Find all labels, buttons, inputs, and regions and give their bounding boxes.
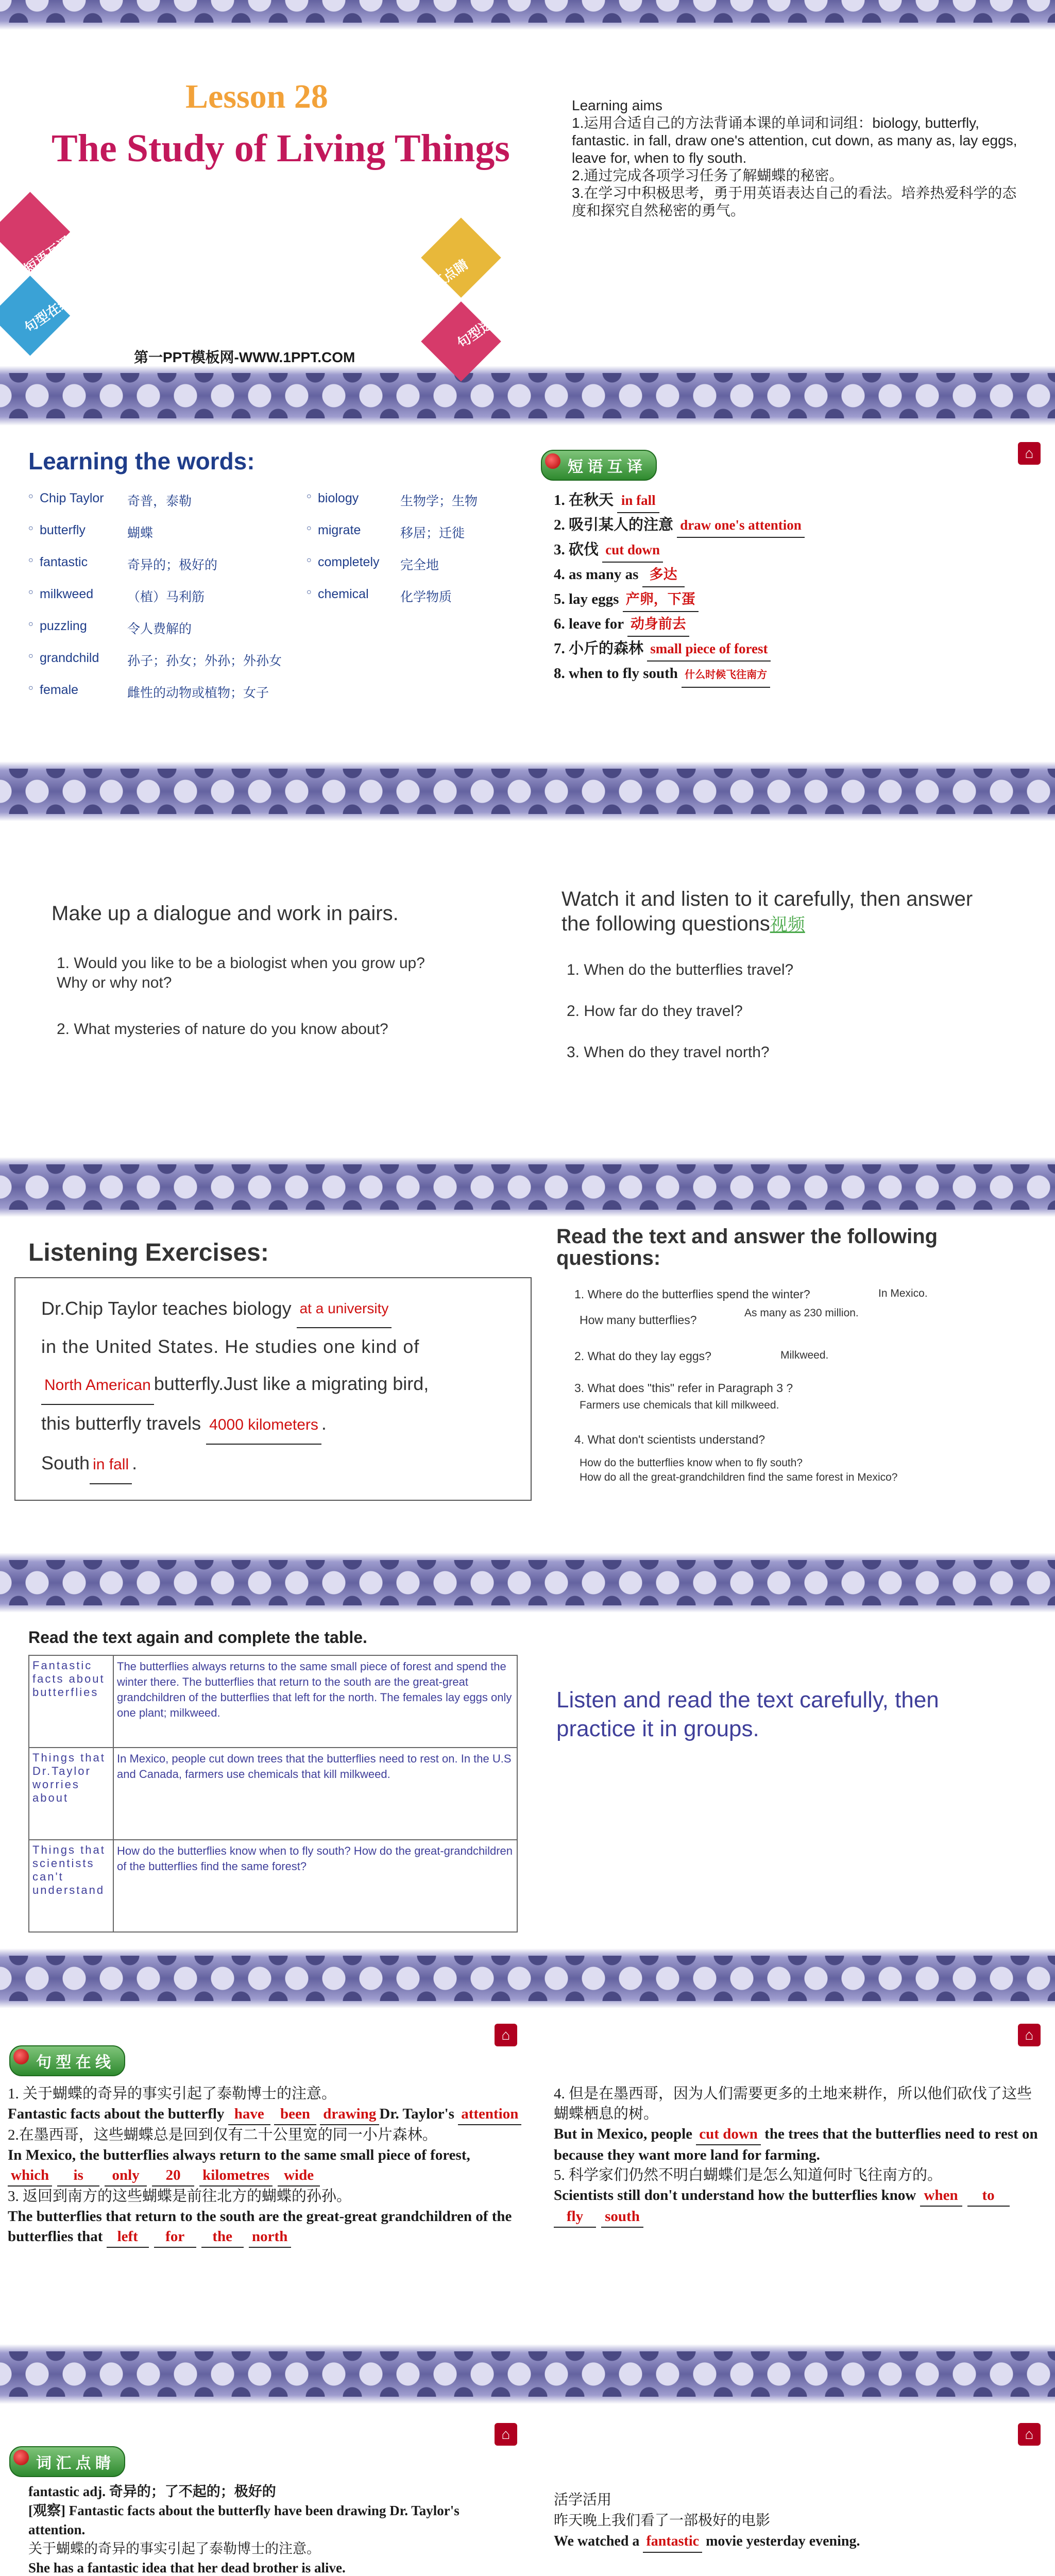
p4-en-b: the trees that the butterflies need to rest on because they want more land for farming. [554, 2126, 1038, 2163]
home-icon[interactable]: ⌂ [1018, 2423, 1041, 2446]
phrase-q: 吸引某人的注意 [569, 517, 674, 533]
phrase-num: 1. [554, 492, 565, 509]
badge-group-right [377, 217, 544, 385]
sentence-right [554, 2084, 1038, 2228]
home-icon[interactable]: ⌂ [1018, 2024, 1041, 2046]
aim-2: 2.通过完成各项学习任务了解蝴蝶的秘密。 [572, 167, 844, 183]
vocab-right [554, 2490, 1017, 2553]
lace-border-top [0, 1187, 1055, 1217]
fill-blank[interactable]: to [967, 2185, 1010, 2207]
phrase-q: 小斤的森林 [569, 640, 644, 657]
p4-en: But in Mexico, people [554, 2126, 693, 2142]
vocab-l1: fantastic adj. 奇异的；了不起的；极好的 [28, 2484, 276, 2499]
phrase-answer[interactable]: 产卵，下蛋 [623, 587, 699, 612]
phrase-num: 2. [554, 517, 565, 533]
listen-line5-end: . [132, 1452, 138, 1473]
vocab-r1: 活学活用 [554, 2492, 612, 2508]
learning-aims [572, 97, 1025, 219]
blank-cut-down[interactable]: cut down [696, 2124, 761, 2145]
blank-in-fall[interactable]: in fall [90, 1446, 132, 1484]
phrase-answer[interactable]: cut down [602, 538, 663, 563]
phrase-q: 砍伐 [569, 541, 599, 558]
phrase-num: 4. [554, 566, 565, 583]
phrase-num: 3. [554, 541, 565, 558]
word-row [28, 555, 543, 587]
vocab-left [28, 2482, 507, 2576]
slide-2 [0, 396, 1055, 791]
read-answer-heading: Read the text and answer the following questions: [556, 1225, 938, 1269]
dialogue-q1: 1. Would you like to be a biologist when you grow up? Why or why not? [57, 955, 425, 991]
phrase-answer[interactable]: in fall [617, 488, 659, 513]
word-en: Chip Taylor [40, 491, 104, 505]
slide-4 [0, 1187, 1055, 1583]
lesson-number: Lesson 28 [185, 78, 328, 115]
qa-q2: 2. What do they lay eggs? [574, 1349, 711, 1363]
bullet-icon: ○ [307, 524, 312, 533]
badge-group-left [0, 192, 114, 359]
table-row-text[interactable]: How do the butterflies know when to fly south? How do the great-grandchildren of the butterflies find the same forest? [113, 1840, 517, 1932]
fill-blank[interactable]: wide [278, 2165, 320, 2187]
phrase-list [554, 488, 805, 688]
slide-5 [0, 1583, 1055, 1978]
lace-border-bottom [0, 1948, 1055, 1978]
word-en: fantastic [40, 555, 88, 569]
blank-university[interactable]: at a university [297, 1290, 392, 1328]
fill-blank[interactable]: fly [554, 2207, 596, 2228]
bullet-icon: ○ [307, 492, 312, 501]
home-icon-left[interactable]: ⌂ [495, 2024, 517, 2046]
table-row-text[interactable]: The butterflies always returns to the same small piece of forest and spend the winter there. The butterflies that return to the south are the great-great grandchildren of the butterflies that left for the north. The females lay eggs only one plant; milkweed. [113, 1655, 517, 1748]
phrase-q: 在秋天 [569, 492, 614, 509]
bullet-icon: ○ [28, 492, 33, 501]
slide-6 [0, 1978, 1055, 2374]
video-link[interactable]: 视频 [770, 915, 805, 935]
listening-heading: Listening Exercises: [28, 1239, 269, 1266]
watch-q2: 2. How far do they travel? [567, 1003, 743, 1020]
bullet-icon: ○ [307, 588, 312, 597]
lace-border-bottom [0, 1553, 1055, 1583]
phrase-row [554, 587, 805, 612]
listen-line2: in the United States. He studies one kind of [41, 1336, 420, 1357]
fill-blank[interactable]: is [57, 2165, 99, 2187]
vocab-l2: [观察] Fantastic facts about the butterfly have been drawing Dr. Taylor's attention. [28, 2503, 460, 2537]
phrase-pill: 短 语 互 译 [541, 450, 657, 481]
dialogue-q2: 2. What mysteries of nature do you know about? [57, 1021, 388, 1038]
table-row-label: Fantastic facts about butterflies [29, 1655, 113, 1748]
table-row [29, 1655, 517, 1748]
table-row [29, 1840, 517, 1932]
word-en: grandchild [40, 651, 99, 665]
watch-q3: 3. When do they travel north? [567, 1044, 770, 1061]
blank-have[interactable]: have [228, 2104, 270, 2125]
word-en: biology [318, 491, 359, 505]
home-icon-left[interactable]: ⌂ [495, 2423, 517, 2446]
badge-pattern[interactable]: 句型透视 [454, 308, 507, 351]
fill-blank[interactable]: kilometres [199, 2165, 273, 2187]
table-row-text[interactable]: In Mexico, people cut down trees that the butterflies need to rest on. In the U.S and Canada, farmers use chemicals that kill milkweed. [113, 1748, 517, 1840]
lace-border-bottom [0, 366, 1055, 396]
qa-list [574, 1287, 1028, 1485]
phrase-answer[interactable]: 动身前去 [627, 612, 689, 637]
slide-7 [0, 2374, 1055, 2576]
word-row [28, 651, 543, 683]
lace-border-top [0, 1583, 1055, 1613]
listening-text [41, 1290, 525, 1484]
p5-zh: 5. 科学家们仍然不明白蝴蝶们是怎么知道何时飞往南方的。 [554, 2167, 943, 2183]
word-zh: 完全地 [400, 558, 439, 572]
listen-line1: Dr.Chip Taylor teaches biology [41, 1298, 297, 1319]
phrase-answer[interactable]: 什么时候飞往南方 [682, 663, 770, 688]
bullet-icon: ○ [28, 588, 33, 597]
qa-a1: In Mexico. [878, 1287, 928, 1299]
phrase-q: when to fly south [569, 665, 678, 682]
qa-q1: 1. Where do the butterflies spend the winter? [574, 1287, 810, 1301]
word-zh: 蝴蝶 [127, 526, 154, 540]
word-en: chemical [318, 587, 369, 601]
qa-a1b: As many as 230 million. [744, 1307, 859, 1319]
phrase-row [554, 662, 805, 688]
vocab-pill: 词 汇 点 睛 [9, 2446, 125, 2477]
word-en: completely [318, 555, 380, 569]
home-icon[interactable]: ⌂ [1018, 442, 1041, 465]
p4-zh: 4. 但是在墨西哥，因为人们需要更多的土地来耕作，所以他们砍伐了这些蝴蝶栖息的树。 [554, 2086, 1032, 2122]
word-zh: 奇普，泰勒 [127, 494, 192, 509]
lace-border-top [0, 0, 1055, 30]
vocab-l3: 关于蝴蝶的奇异的事实引起了泰勒博士的注意。 [28, 2541, 320, 2556]
word-zh: （植）马利筋 [127, 590, 205, 604]
lace-border-top [0, 396, 1055, 426]
lesson-title: The Study of Living Things [52, 127, 510, 170]
phrase-row [554, 513, 805, 538]
p2-en: In Mexico, the butterflies always return to the same small piece of forest, [8, 2147, 470, 2163]
phrase-answer[interactable]: draw one's attention [677, 513, 805, 538]
word-zh: 化学物质 [400, 590, 452, 604]
fill-blank[interactable]: only [105, 2165, 147, 2187]
fill-blank[interactable]: north [249, 2227, 291, 2248]
qa-q4: 4. What don't scientists understand? [574, 1433, 765, 1446]
word-en: migrate [318, 523, 361, 537]
phrase-num: 6. [554, 616, 565, 632]
listen-line5: South [41, 1452, 90, 1473]
word-zh: 令人费解的 [127, 622, 192, 636]
badge-phrase[interactable]: 短语互译 [21, 233, 75, 277]
fill-blank[interactable]: the [201, 2227, 244, 2248]
phrase-q: lay eggs [569, 591, 619, 607]
lace-border-top [0, 1978, 1055, 2008]
word-row [28, 523, 543, 555]
p1-zh: 1. 关于蝴蝶的奇异的事实引起了泰勒博士的注意。 [8, 2086, 337, 2102]
fill-blank[interactable]: south [601, 2207, 643, 2228]
fill-blank[interactable]: for [154, 2227, 196, 2248]
phrase-answer[interactable]: small piece of forest [647, 637, 771, 662]
phrase-answer[interactable]: 多达 [642, 563, 685, 587]
dialogue-title: Make up a dialogue and work in pairs. [52, 902, 399, 925]
table-heading: Read the text again and complete the table. [28, 1628, 367, 1647]
table-row [29, 1748, 517, 1840]
p2-zh: 2.在墨西哥，这些蝴蝶总是回到仅有二十公里宽的同一小片森林。 [8, 2127, 437, 2143]
qa-a3: Farmers use chemicals that kill milkweed. [580, 1399, 779, 1411]
phrase-row [554, 612, 805, 637]
blank-4000km[interactable]: 4000 kilometers [206, 1406, 321, 1445]
word-zh: 奇异的；极好的 [127, 558, 218, 572]
blank-drawing[interactable]: drawing [320, 2104, 379, 2125]
fill-blank[interactable]: which [8, 2165, 52, 2187]
listen-line4: this butterfly travels [41, 1413, 201, 1434]
words-heading: Learning the words: [28, 448, 255, 474]
word-zh: 移居；迁徙 [400, 526, 465, 540]
slide-1 [0, 0, 1055, 396]
lace-border-bottom [0, 2344, 1055, 2374]
vocab-r2: 昨天晚上我们看了一部极好的电影 [554, 2513, 771, 2529]
blank-fantastic[interactable]: fantastic [643, 2531, 702, 2553]
watch-q1: 1. When do the butterflies travel? [567, 961, 794, 978]
lace-border-bottom [0, 761, 1055, 791]
lace-border-top [0, 791, 1055, 821]
aim-3: 3.在学习中积极思考，勇于用英语表达自己的看法。培养热爱科学的态度和探究自然秘密的勇气。 [572, 185, 1017, 218]
blank-been[interactable]: been [274, 2104, 316, 2125]
fill-blank[interactable]: 20 [152, 2165, 194, 2187]
badge-sentence[interactable]: 句型在线 [21, 292, 75, 336]
site-footer[interactable]: 第一PPT模板网-WWW.1PPT.COM [134, 349, 355, 365]
vocab-r3c: movie yesterday evening. [706, 2533, 860, 2549]
facts-table [28, 1655, 518, 1933]
p3-zh: 3. 返回到南方的这些蝴蝶是前往北方的蝴蝶的孙孙。 [8, 2188, 352, 2205]
word-row [28, 587, 543, 619]
phrase-num: 5. [554, 591, 565, 607]
word-row [28, 683, 543, 715]
fill-blank[interactable]: when [920, 2185, 962, 2207]
blank-attention[interactable]: attention [458, 2104, 521, 2125]
aims-title: Learning aims [572, 97, 662, 113]
phrase-row [554, 563, 805, 587]
qa-q3: 3. What does "this" refer in Paragraph 3 ? [574, 1381, 793, 1395]
bullet-icon: ○ [307, 556, 312, 565]
qa-q1b: How many butterflies? [580, 1313, 697, 1327]
sentence-pill: 句 型 在 线 [9, 2045, 125, 2076]
phrase-num: 8. [554, 665, 565, 682]
phrase-row [554, 538, 805, 563]
vocab-r3a: We watched a [554, 2533, 640, 2549]
sentence-left [8, 2084, 523, 2248]
phrase-q: as many as [569, 566, 639, 583]
word-list [28, 491, 543, 715]
p5-en: Scientists still don't understand how the butterflies know [554, 2187, 916, 2204]
qa-a4: How do the butterflies know when to fly south? How do all the great-grandchildren find the same forest in Mexico? [580, 1457, 898, 1483]
badge-vocab[interactable]: 词汇点睛 [418, 256, 471, 300]
phrase-row [554, 637, 805, 662]
listen-read-note: Listen and read the text carefully, then practice it in groups. [556, 1687, 939, 1741]
table-row-label: Things that scientists can't understand [29, 1840, 113, 1932]
phrase-q: leave for [569, 616, 624, 632]
p1-en: Fantastic facts about the butterfly [8, 2106, 225, 2122]
bullet-icon: ○ [28, 556, 33, 565]
bullet-icon: ○ [28, 620, 33, 629]
phrase-num: 7. [554, 640, 565, 657]
watch-title [561, 887, 1005, 937]
table-row-label: Things that Dr.Taylor worries about [29, 1748, 113, 1840]
qa-a2: Milkweed. [780, 1349, 829, 1361]
bullet-icon: ○ [28, 684, 33, 692]
lace-border-bottom [0, 1157, 1055, 1187]
word-row [28, 491, 543, 523]
p1-en-b: Dr. Taylor's [379, 2106, 454, 2122]
blank-north-american[interactable]: North American [41, 1367, 154, 1405]
p3-en: The butterflies that return to the south are the great-great grandchildren of the butterflies that [8, 2208, 512, 2245]
watch-title-text: Watch it and listen to it carefully, then answer the following questions [561, 888, 973, 935]
word-en: butterfly [40, 523, 86, 537]
fill-blank[interactable]: left [107, 2227, 149, 2248]
word-row [28, 619, 543, 651]
word-en: puzzling [40, 619, 87, 633]
word-zh: 孙子；孙女；外孙；外孙女 [127, 654, 282, 668]
word-en: female [40, 683, 79, 697]
bullet-icon: ○ [28, 652, 33, 660]
vocab-l4: She has a fantastic idea that her dead brother is alive. [28, 2560, 346, 2575]
listen-line3: butterfly.Just like a migrating bird, [154, 1373, 429, 1394]
slide-3 [0, 791, 1055, 1187]
listen-line4-end: . [321, 1413, 327, 1434]
word-zh: 雌性的动物或植物；女子 [127, 686, 269, 700]
bullet-icon: ○ [28, 524, 33, 533]
word-en: milkweed [40, 587, 94, 601]
aim-1: 1.运用合适自己的方法背诵本课的单词和词组：biology, butterfly, fantastic. in fall, draw one's attention, cut down, as many as, lay eggs, leave for, when to fly south. [572, 115, 1017, 166]
lace-border-top [0, 2374, 1055, 2404]
phrase-row [554, 488, 805, 513]
word-zh: 生物学；生物 [400, 494, 478, 509]
